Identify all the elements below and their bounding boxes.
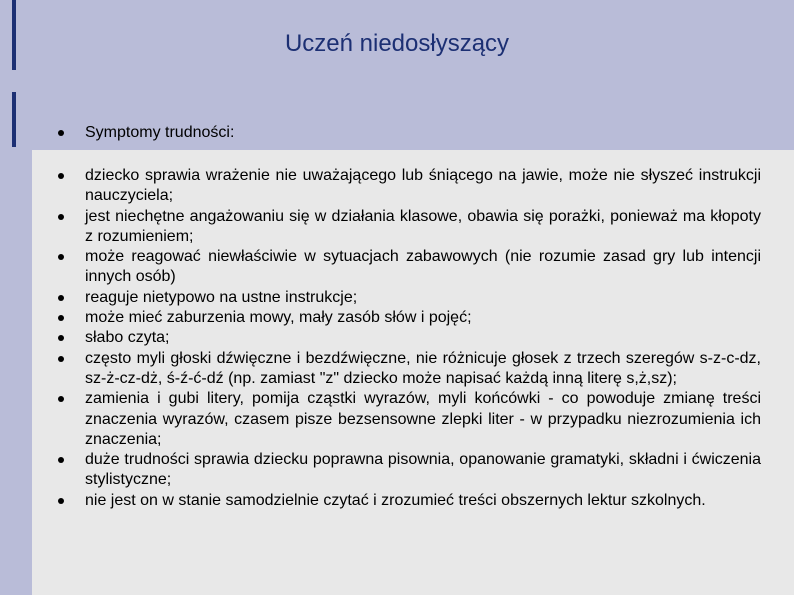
list-item xyxy=(58,349,761,390)
list-item-text: może mieć zaburzenia mowy, mały zasób słów i pojęć; xyxy=(85,309,472,327)
bullet-icon xyxy=(58,254,64,260)
bullet-icon xyxy=(58,457,64,463)
list-item xyxy=(58,491,761,511)
list-item-text: słabo czyta; xyxy=(85,329,170,347)
list-item-text: jest niechętne angażowaniu się w działania klasowe, obawia się porażki, ponieważ ma kłopoty z rozumieniem; xyxy=(85,207,761,245)
list-item xyxy=(58,389,761,450)
symptoms-heading-text: Symptomy trudności: xyxy=(85,124,235,141)
list-item xyxy=(58,207,761,248)
list-item-text: często myli głoski dźwięczne i bezdźwięczne, nie różnicuje głosek z trzech szeregów s-z-c-dz, sz-ż-cz-dż, ś-ź-ć-dź (np. zamiast "z" dziecko może napisać każdą inną literę s,ż,sz); xyxy=(85,349,761,387)
list-item xyxy=(58,328,761,348)
list-item xyxy=(58,288,761,308)
bullet-icon xyxy=(58,295,64,301)
bullet-icon xyxy=(58,396,64,402)
list-item xyxy=(58,247,761,288)
bullet-icon xyxy=(58,130,64,136)
accent-bar-middle xyxy=(12,92,16,147)
bullet-icon xyxy=(58,498,64,504)
symptoms-list xyxy=(58,166,761,511)
bullet-icon xyxy=(58,214,64,220)
slide-title: Uczeń niedosłyszący xyxy=(284,30,510,57)
bullet-icon xyxy=(58,173,64,179)
bullet-icon xyxy=(58,315,64,321)
list-item-text: dziecko sprawia wrażenie nie uważającego lub śniącego na jawie, może nie słyszeć instrukcji nauczyciela; xyxy=(85,167,761,205)
list-item-text: reaguje nietypowo na ustne instrukcje; xyxy=(85,288,358,306)
list-item xyxy=(58,450,761,491)
list-item-text: zamienia i gubi litery, pomija cząstki wyrazów, myli końcówki - co powoduje zmianę treści znaczenia wyrazów, czasem pisze bezsensowne zlepki liter - w przypadku niezrozumienia ich znaczenia; xyxy=(85,390,761,448)
symptoms-heading xyxy=(58,124,234,142)
list-item-text: duże trudności sprawia dziecku poprawna pisownia, opanowanie gramatyki, składni i ćwiczenia stylistyczne; xyxy=(85,451,761,489)
list-item xyxy=(58,166,761,207)
list-item-text: może reagować niewłaściwie w sytuacjach zabawowych (nie rozumie zasad gry lub intencji innych osób) xyxy=(85,248,761,286)
list-item xyxy=(58,308,761,328)
bullet-icon xyxy=(58,356,64,362)
bullet-icon xyxy=(58,335,64,341)
list-item-text: nie jest on w stanie samodzielnie czytać i zrozumieć treści obszernych lektur szkolnych. xyxy=(85,491,706,509)
